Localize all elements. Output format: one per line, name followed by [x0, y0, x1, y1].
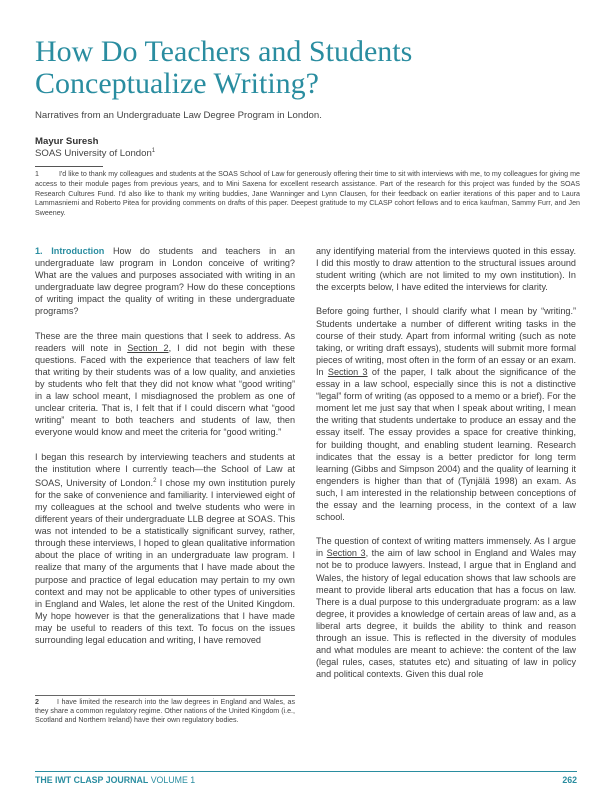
paragraph-text: These are the three main questions that I seek to address. As readers will note in	[35, 330, 295, 353]
paragraph: any identifying material from the interviews quoted in this essay. I did this mostly to draw attention to the structural issues around student writing (which are not limited to my own institution). In the excerpts below, I have edited the interviews for clarity.	[316, 246, 576, 293]
author-affiliation	[35, 148, 155, 159]
footnote-1-number: 1	[35, 170, 39, 178]
paragraph	[35, 330, 295, 439]
left-column	[35, 245, 295, 658]
footnote-divider	[35, 166, 103, 167]
paragraph-text: , the aim of law school in England and Wales may not be to produce lawyers. Instead, I argue that in England and Wales, the history of legal education shows that law schools are meant to provide liberal arts education that has a focus on law. There is a dual purpose to this undergraduate program: as a law degree, it provides a knowledge of certain areas of law and, as a liberal arts degree, it builds the ability to think and reason through an issue. This is reflected in the diversity of modules and what modules are meant to achieve: the content of the law (legal rules, cases, statutes etc) and situating of law in policy and political contexts. Given this dual role	[316, 548, 576, 680]
paragraph-text: The question of context of writing matters immensely. As I argue in	[316, 536, 576, 559]
footnote-2-text: I have limited the research into the law degrees in England and Wales, as they share a common regulatory regime. Other nations of the United Kingdom (i.e., Scotland and Northern Ireland) have their own regulatory bodies.	[35, 698, 295, 724]
footnote-2	[35, 698, 295, 725]
footnote-1	[35, 170, 580, 219]
author-name: Mayur Suresh	[35, 136, 99, 147]
journal-volume: VOLUME 1	[150, 775, 196, 785]
paragraph-text: I chose my own institution purely for the sake of convenience and familiarity. I interviewed eight of my colleagues at the school and twelve students who were in different years of their undergraduate LLB degree at SOAS. This was not intended to be a statistically significant survey, rather, through these interviews, I hoped to glean qualitative information about the place of writing in an undergraduate law program. I realize that many of the arguments that I have made about the purpose and practice of legal education may pertain to my own context and may not be applicable to other types of universities in England and Wales, let alone the rest of the United Kingdom. My hope however is that the generalizations that I have made may be useful to readers of this text. To focus on the issues surrounding legal education and writing, I have removed	[35, 477, 295, 646]
section-3-link[interactable]: Section 3	[327, 366, 368, 377]
right-column	[316, 245, 576, 692]
section-3-link[interactable]: Section 3	[326, 548, 366, 559]
footnote-ref-2[interactable]: 2	[153, 477, 157, 484]
paragraph-text: Before going further, I should clarify what I mean by “writing.” Students undertake a number of different writing tasks in the course of their study. Apart from informal writing (such as note taking, or writing draft essays), students will submit more formal pieces of writing, most often in the form of an essay or an exam. In	[316, 306, 576, 377]
footer-journal	[35, 775, 195, 785]
paragraph-text: of the paper, I talk about the significance of the essay in a law school, especially since this is not a distinctive “legal” form of writing (as opposed to a memo or a brief). For the moment let me just say that when I speak about writing, I mean the writing that students undertake to produce an essay and the essay itself. The essay provides a space for creative thinking, for building thought, and enabling student learning. Research indicates that the essay is a better predictor for long term learning (Gibbs and Simpson 2004) and the quality of learning it engenders is higher than that of (Tynjälä 1998) an exam. As such, I am interested in the relationship between conceptions of the essay and the learning process, in the context of a law school.	[316, 366, 576, 523]
footnote-1-text: I'd like to thank my colleagues and students at the SOAS School of Law for generously offering their time to sit with interviews with me, to my colleagues for giving me access to their module pages from previous years, and to Mini Saxena for excellent research assistance. Part of the research for this project was funded by the SOAS Research Cultures Fund. I'd also like to thank my writing buddies, Jane Wanninger and Lynn Clausen, for their feedback on earlier iterations of this paper and to Laura Lammasniemi and Roberto Pitea for providing comments on drafts of this paper. Deepest gratitude to my CLASP cohort fellows and to erica kaufman, Sammy Furr, and Jen Sweeney.	[35, 170, 580, 218]
paragraph	[35, 451, 295, 647]
paragraph	[35, 245, 295, 318]
affiliation-text: SOAS University of London	[35, 148, 152, 160]
section-heading-introduction: 1. Introduction	[35, 246, 105, 256]
footnote-ref-1[interactable]: 1	[151, 148, 156, 154]
page-number: 262	[562, 775, 577, 785]
paragraph-text: , I did not begin with these questions. Faced with the experience that teachers of law felt that writing by their students was of a low quality, and anxieties by students who felt that they did not know what “good writing” in a law school meant, I misdiagnosed the problem as one of unclear criteria. That is, I felt that if I could discern what “good writing” meant to both teachers and students of law, then everyone would know and meet the criteria for “good writing.”	[35, 342, 295, 438]
journal-name: THE IWT CLASP JOURNAL	[35, 775, 149, 785]
article-title: How Do Teachers and Students Conceptualize Writing?	[35, 35, 413, 100]
footer-divider	[35, 771, 577, 772]
paragraph-text: How do students and teachers in an undergraduate law program in London conceive of writing? What are the values and purposes associated with writing in an undergraduate law degree program? How do these conceptions of writing impact the quality of writing in these undergraduate programs?	[35, 246, 295, 317]
paragraph	[316, 305, 576, 523]
footnote-2-divider	[35, 695, 295, 696]
footnote-2-number: 2	[35, 698, 39, 706]
section-2-link[interactable]: Section 2	[127, 342, 169, 353]
paragraph	[316, 535, 576, 680]
paragraph-text: I began this research by interviewing teachers and students at the institution where I currently teach—the School of Law at SOAS, University of London.	[35, 451, 295, 488]
article-subtitle: Narratives from an Undergraduate Law Degree Program in London.	[35, 110, 322, 121]
